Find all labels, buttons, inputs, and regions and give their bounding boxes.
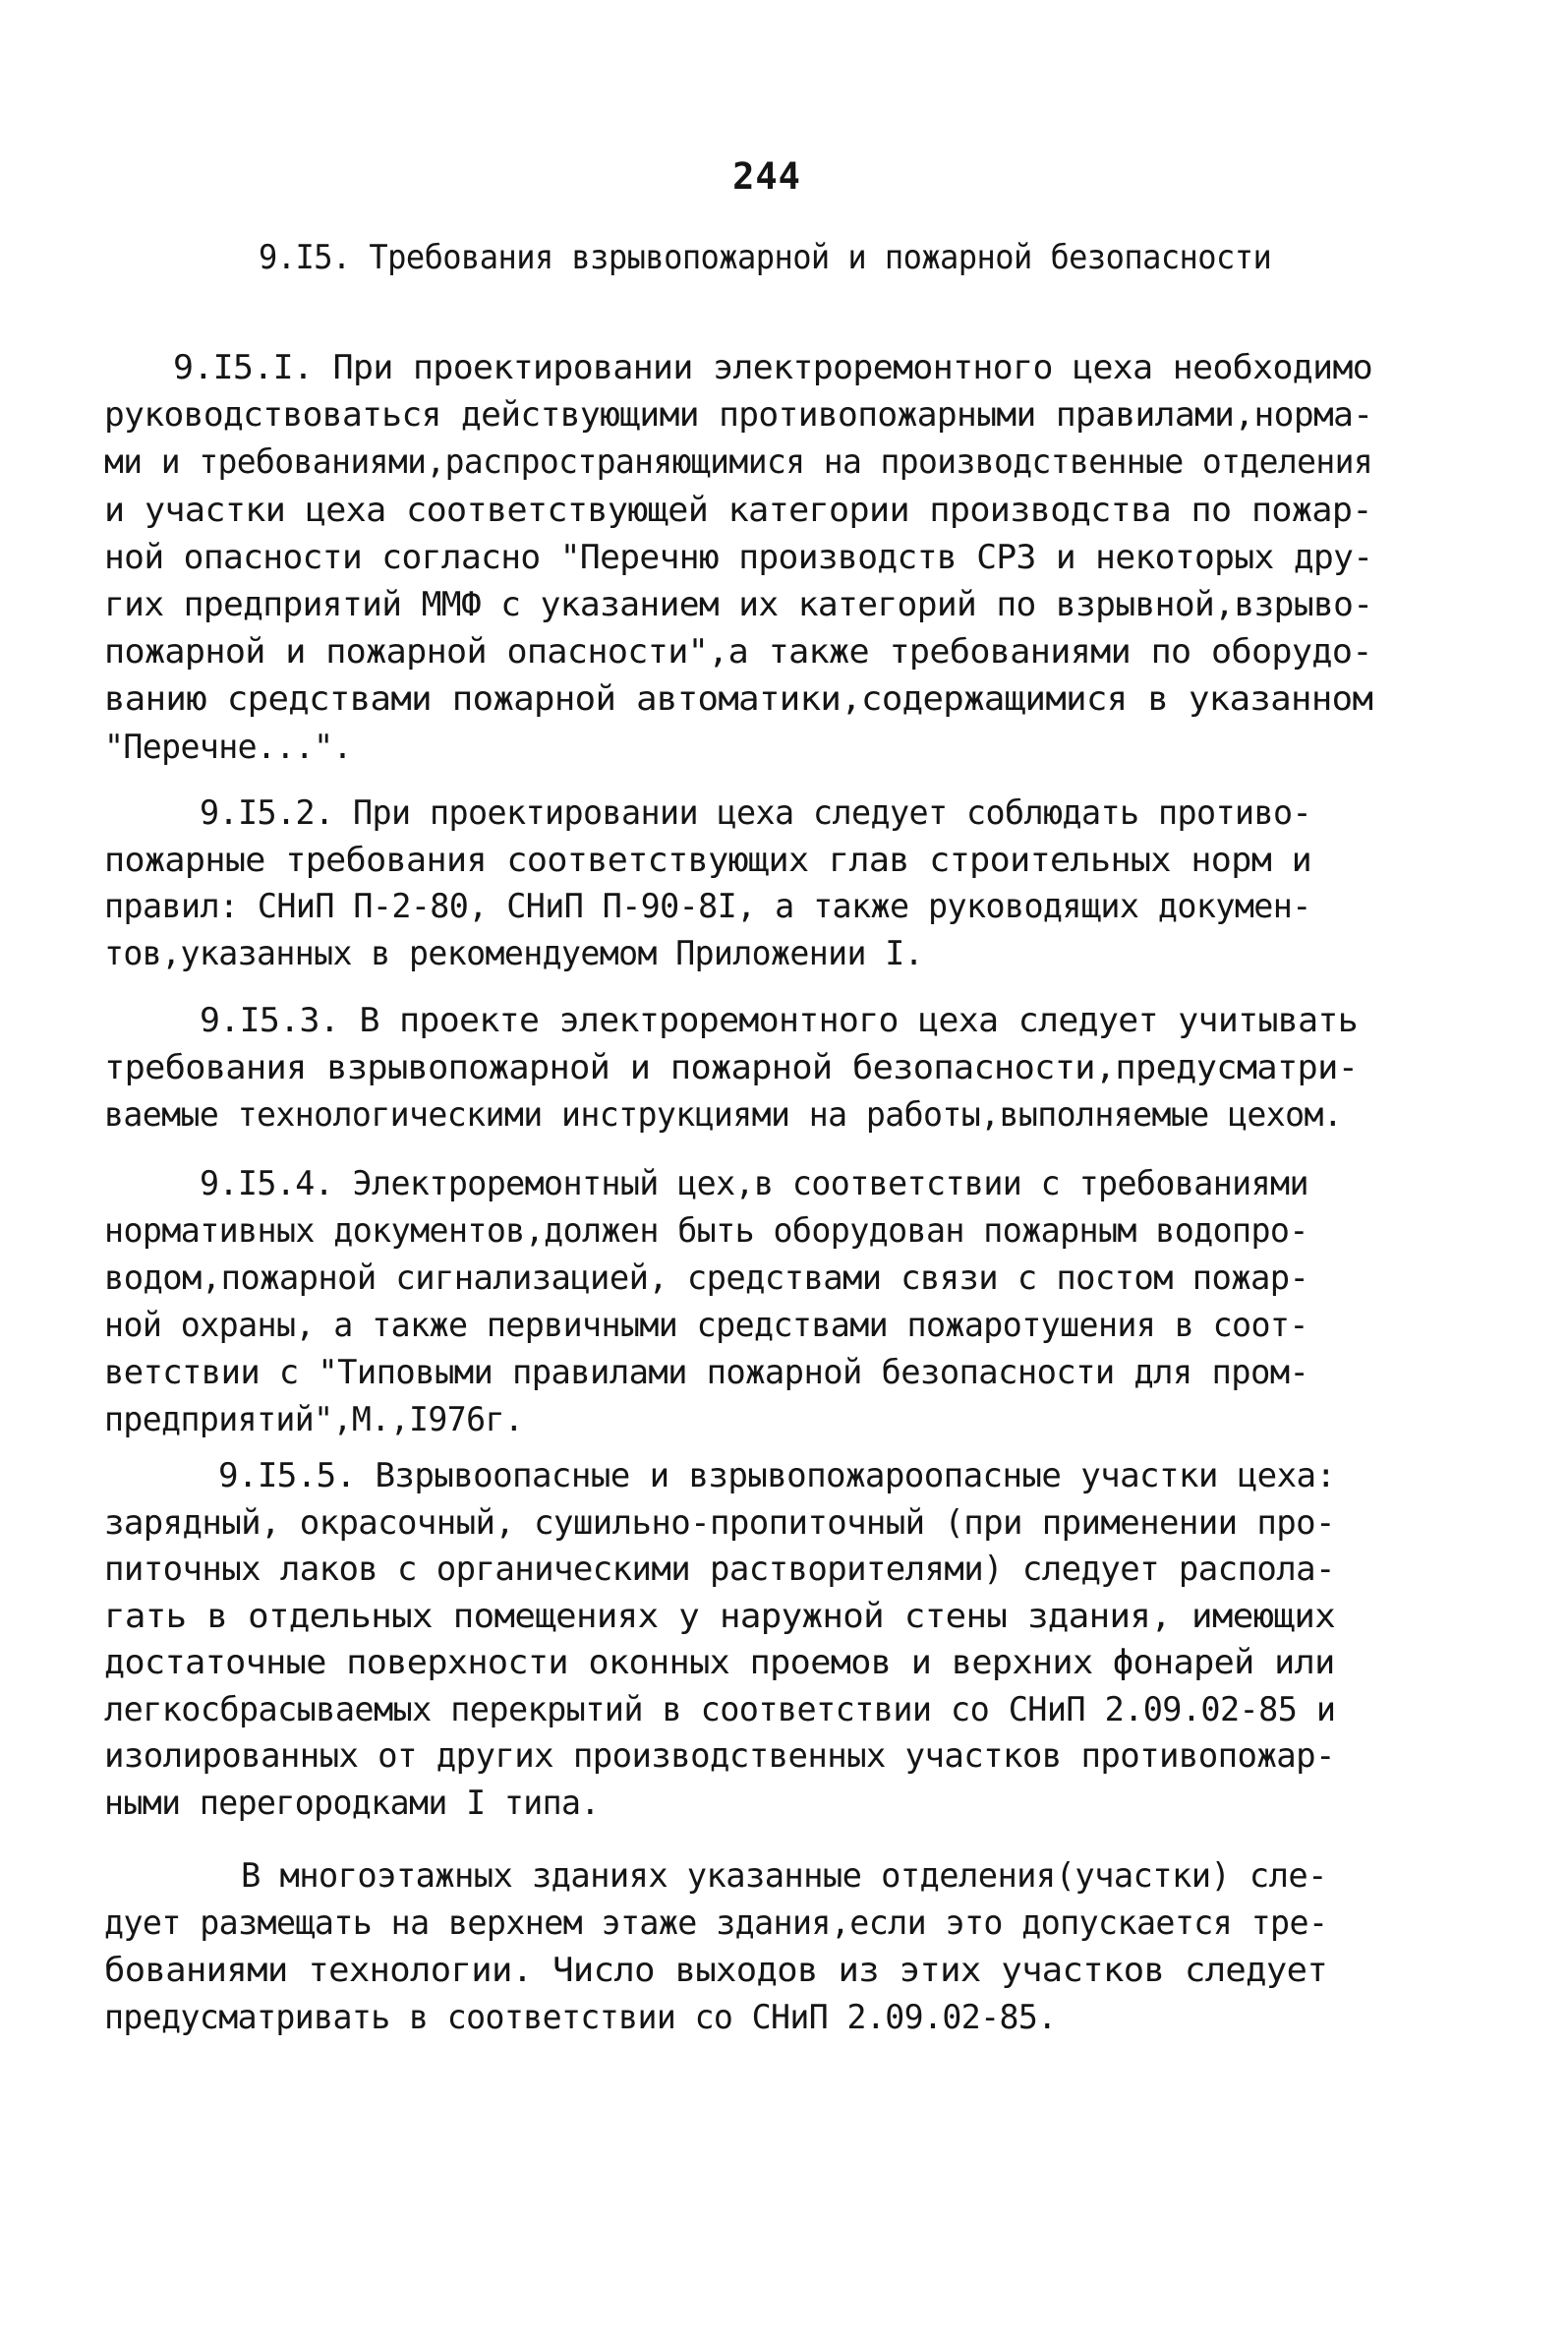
paragraph-5-line: изолированных от других производственных участков противопожар- [104, 1736, 1335, 1775]
paragraph-1-line: пожарной и пожарной опасности",а также требованиями по оборудо- [104, 632, 1372, 672]
paragraph-2-line: пожарные требования соответствующих глав строительных норм и [104, 840, 1312, 879]
paragraph-1-line: ванию средствами пожарной автоматики,содержащимися в указанном [104, 679, 1373, 719]
paragraph-4-line: водом,пожарной сигнализацией, средствами связи с постом пожар- [104, 1258, 1309, 1297]
paragraph-6-line: предусматривать в соответствии со СНиП 2.09.02-85. [104, 1998, 1057, 2036]
paragraph-6-line: бованиями технологии. Число выходов из этих участков следует [104, 1951, 1328, 1989]
paragraph-6-line: В многоэтажных зданиях указанные отделения(участки) сле- [241, 1856, 1327, 1895]
paragraph-4-line: предприятий",М.,I976г. [104, 1400, 524, 1438]
paragraph-5-line: 9.I5.5. Взрывоопасные и взрывопожароопасные участки цеха: [218, 1456, 1336, 1494]
paragraph-4-line: 9.I5.4. Электроремонтный цех,в соответствии с требованиями [200, 1164, 1308, 1202]
paragraph-4-line: ветствии с "Типовыми правилами пожарной безопасности для пром- [104, 1353, 1309, 1391]
paragraph-5-line: достаточные поверхности оконных проемов и верхних фонарей или [104, 1643, 1335, 1681]
paragraph-1-line: и участки цеха соответствующей категории производства по пожар- [104, 490, 1372, 529]
paragraph-5-line: питочных лаков с органическими растворителями) следует распола- [104, 1550, 1335, 1588]
paragraph-4-line: нормативных документов,должен быть оборудован пожарным водопро- [104, 1211, 1308, 1250]
section-heading: 9.I5. Требования взрывопожарной и пожарной безопасности [259, 238, 1272, 276]
paragraph-5-line: ными перегородками I типа. [104, 1783, 600, 1822]
paragraph-1-line: гих предприятий ММФ с указанием их категорий по взрывной,взрыво- [104, 585, 1373, 623]
paragraph-1-line: "Перечне...". [104, 727, 352, 766]
paragraph-3-line: ваемые технологическими инструкциями на работы,выполняемые цехом. [104, 1095, 1343, 1134]
paragraph-3-line: требования взрывопожарной и пожарной безопасности,предусматри- [104, 1048, 1359, 1086]
paragraph-2-line: 9.I5.2. При проектировании цеха следует соблюдать противо- [200, 793, 1312, 832]
paragraph-4-line: ной охраны, а также первичными средствами пожаротушения в соот- [104, 1306, 1308, 1344]
paragraph-3-line: 9.I5.3. В проекте электроремонтного цеха следует учитывать [200, 1001, 1359, 1039]
paragraph-5-line: гать в отдельных помещениях у наружной стены здания, имеющих [104, 1596, 1336, 1635]
paragraph-1-line: 9.I5.I. При проектировании электроремонтного цеха необходимо [173, 348, 1373, 386]
page-number: 244 [732, 155, 801, 198]
paragraph-6-line: дует размещать на верхнем этаже здания,если это допускается тре- [104, 1903, 1328, 1942]
paragraph-5-line: зарядный, окрасочный, сушильно-пропиточный (при применении про- [104, 1502, 1335, 1542]
paragraph-1-line: ной опасности согласно "Перечню производств СРЗ и некоторых дру- [104, 537, 1373, 576]
paragraph-2-line: тов,указанных в рекомендуемом Приложении I. [104, 933, 924, 972]
paragraph-1-line: ми и требованиями,распространяющимися на производственные отделения [104, 442, 1373, 482]
paragraph-1-line: руководствоваться действующими противопожарными правилами,норма- [104, 395, 1373, 435]
paragraph-5-line: легкосбрасываемых перекрытий в соответствии со СНиП 2.09.02-85 и [104, 1689, 1336, 1728]
paragraph-2-line: правил: СНиП П-2-80, СНиП П-90-8I, а также руководящих докумен- [104, 887, 1311, 925]
